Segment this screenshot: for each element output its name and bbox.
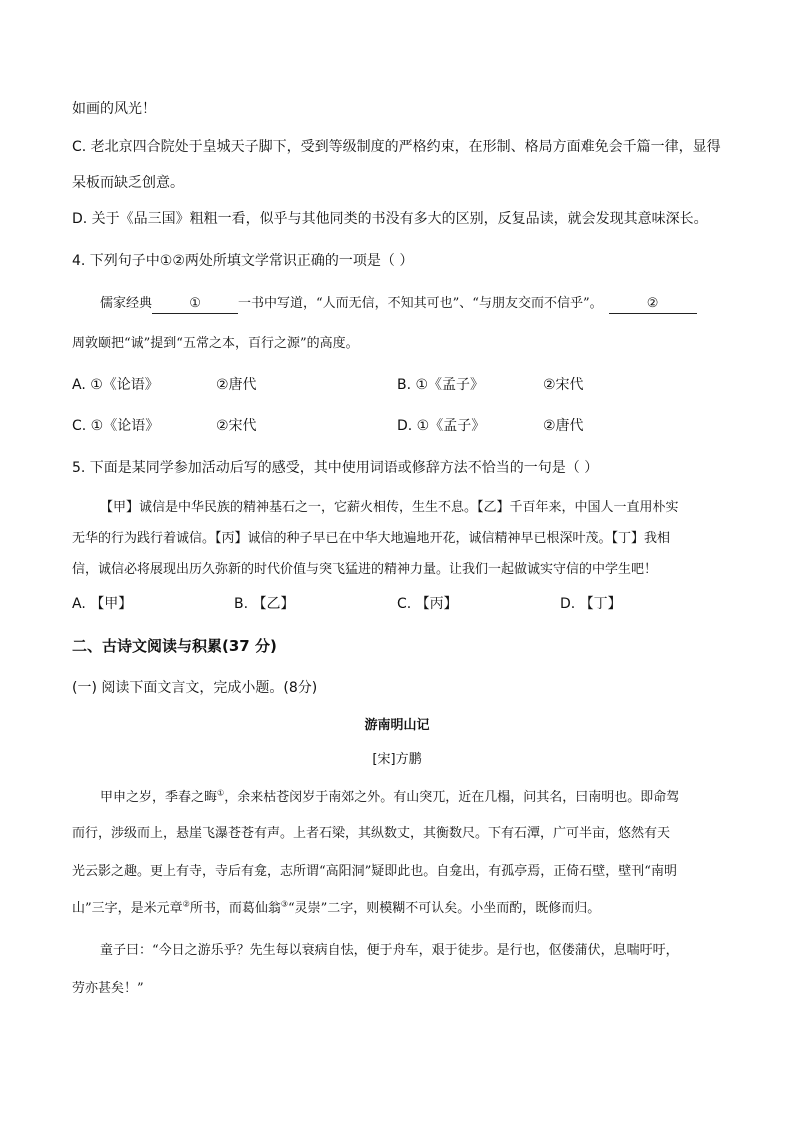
q5-option-c: C. 【丙】 xyxy=(397,596,458,612)
q4-text: 儒家经典 xyxy=(100,296,153,311)
q4-option-b-second: ②宋代 xyxy=(543,377,584,393)
section-heading: 二、古诗文阅读与积累(37 分) xyxy=(72,637,277,655)
q4-option-b: B. ①《孟子》 xyxy=(397,377,485,393)
q5-passage-line2: 无华的行为践行着诚信。【丙】诚信的种子早已在中华大地遍地开花，诚信精神早已根深叶茂。【丁】我相 xyxy=(72,531,671,546)
poem-author: [宋]方鹏 xyxy=(372,752,422,767)
q4-option-a-first: A. ①《论语》 xyxy=(72,377,159,393)
q4-sentence-line1 xyxy=(100,294,697,314)
footnote-marker: ① xyxy=(217,788,225,798)
q4-option-d: D. ①《孟子》 xyxy=(397,418,486,434)
q4-blank-1: ① xyxy=(152,295,238,314)
q5-option-d: D. 【丁】 xyxy=(560,596,622,612)
q4-option-a xyxy=(72,375,159,395)
text-segment: 所书，而葛仙翁 xyxy=(189,901,281,916)
q5-option-b: B. 【乙】 xyxy=(234,596,295,612)
q4-option-d-second: ②唐代 xyxy=(543,418,584,434)
classical-text-line4 xyxy=(72,899,600,919)
classical-text-line1 xyxy=(100,788,679,808)
text-segment: 山”三字，是米元章 xyxy=(72,901,183,916)
subsection-instruction: (一) 阅读下面文言文，完成小题。(8分) xyxy=(72,680,318,696)
q5-option-a: A. 【甲】 xyxy=(72,596,133,612)
q4-option-a-second: ②唐代 xyxy=(216,377,257,393)
q3-continuation: 如画的风光！ xyxy=(72,101,156,117)
text-segment: ，余来枯苍闵岁于南郊之外。有山突兀，近在几榻，问其名，曰南明也。即命驾 xyxy=(224,790,680,805)
q3-option-c-line1: C. 老北京四合院处于皇城天子脚下，受到等级制度的严格约束，在形制、格局方面难免会千篇一律，显得 xyxy=(72,139,721,155)
text-segment: 甲申之岁，季春之晦 xyxy=(100,790,218,805)
q4-blank-2: ② xyxy=(609,295,697,314)
footnote-marker: ② xyxy=(182,899,190,909)
q4-stem: 4. 下列句子中①②两处所填文学常识正确的一项是（ ） xyxy=(72,253,414,269)
q4-sentence-line2: 周敦颐把“诚”提到“五常之本，百行之源”的高度。 xyxy=(72,336,359,351)
poem-title: 游南明山记 xyxy=(364,718,430,733)
classical-text-line3: 光云影之趣。更上有寺，寺后有龛，志所谓“高阳洞”疑即此也。自龛出，有孤亭焉，正倚石壁，壁刊“南明 xyxy=(72,864,677,879)
classical-text-line2: 而行，涉级而上，悬崖飞瀑苍苍有声。上者石梁，其纵数丈，其衡数尺。下有石潭，广可半亩，悠然有天 xyxy=(72,826,671,841)
q5-stem: 5. 下面是某同学参加活动后写的感受，其中使用词语或修辞方法不恰当的一句是（ ） xyxy=(72,460,599,476)
classical-text-para2-line2: 劳亦甚矣！” xyxy=(72,981,144,996)
q4-option-c-second: ②宋代 xyxy=(216,418,257,434)
text-segment: “灵崇”二字，则模糊不可认矣。小坐而酌，既修而归。 xyxy=(288,901,601,916)
q4-option-c: C. ①《论语》 xyxy=(72,418,160,434)
q4-text: 一书中写道，“人而无信，不知其可也”、“与朋友交而不信乎”。 xyxy=(238,296,603,311)
q5-passage-line3: 信，诚信必将展现出历久弥新的时代价值与突飞猛进的精神力量。让我们一起做诚实守信的中学生吧！ xyxy=(72,562,658,577)
classical-text-para2-line1: 童子曰：“今日之游乐乎？先生每以衰病自怯，便于舟车，艰于徒步。是行也，伛偻蒲伏，息喘吁吁， xyxy=(100,943,679,958)
q3-option-d: D. 关于《品三国》粗粗一看，似乎与其他同类的书没有多大的区别，反复品读，就会发现其意味深长。 xyxy=(72,211,708,227)
q3-option-c-line2: 呆板而缺乏创意。 xyxy=(72,175,184,191)
q5-passage-line1: 【甲】诚信是中华民族的精神基石之一，它薪火相传，生生不息。【乙】千百年来，中国人一直用朴实 xyxy=(100,500,679,515)
footnote-marker: ③ xyxy=(280,899,289,909)
